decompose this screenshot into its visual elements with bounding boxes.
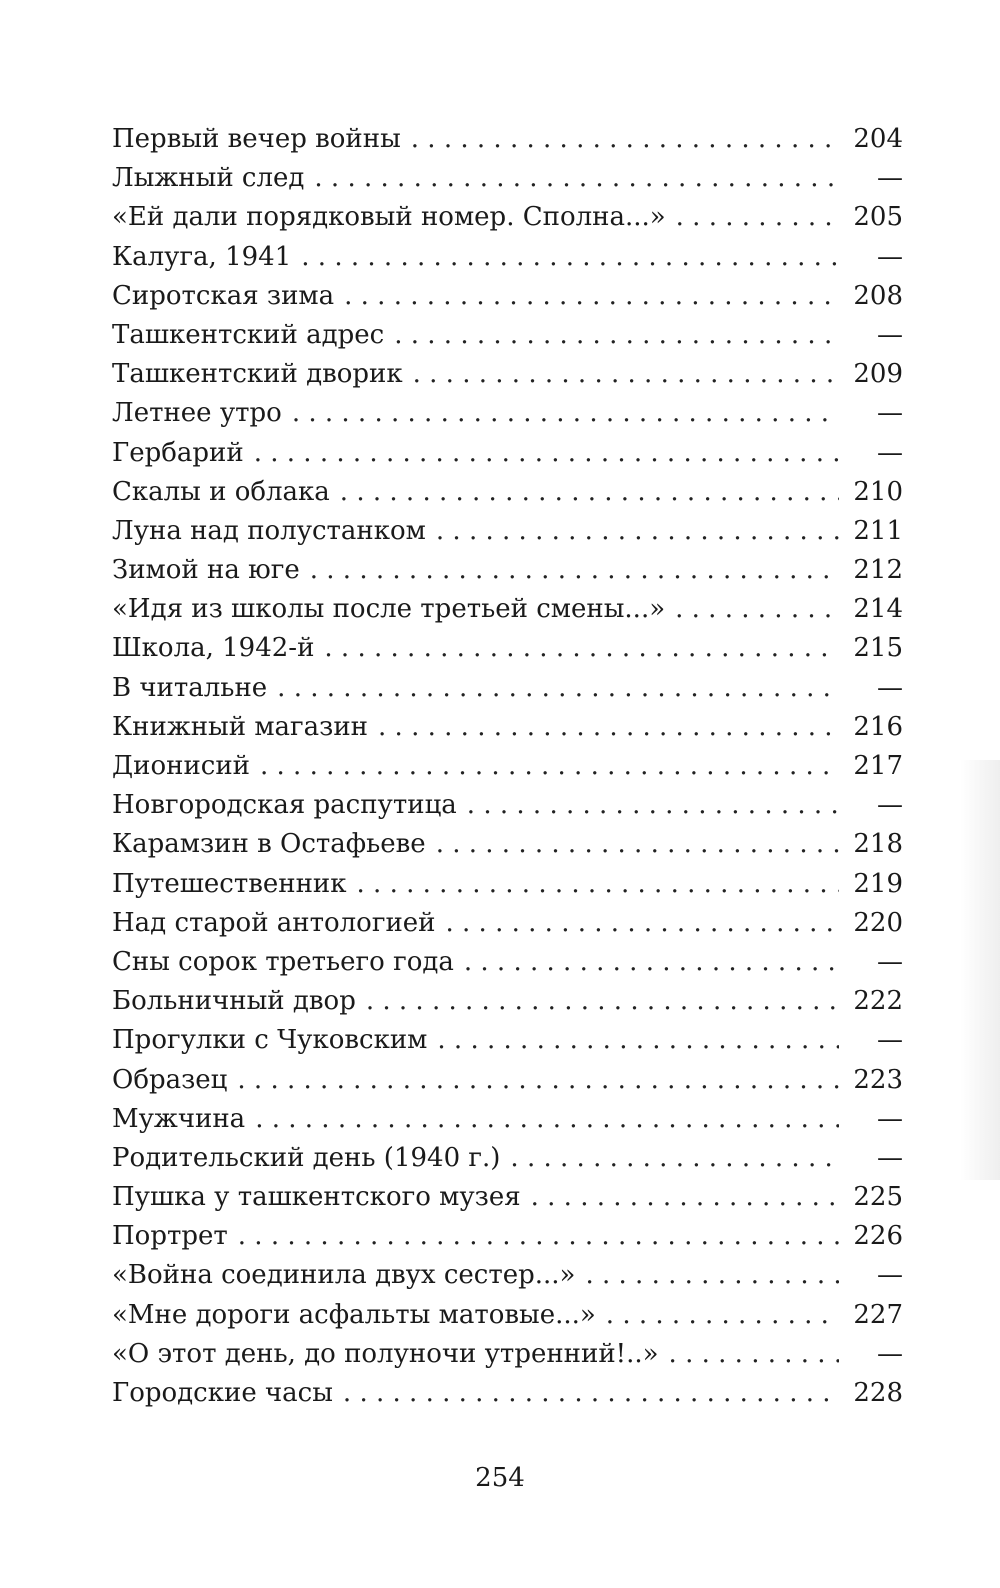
toc-entry-page: — xyxy=(877,163,903,194)
toc-entry xyxy=(112,629,903,668)
toc-entry-title: «О этот день, до полуночи утренний!..» xyxy=(112,1338,659,1369)
toc-entry xyxy=(112,434,903,473)
toc-entry-page: 217 xyxy=(853,751,903,781)
dot-leader xyxy=(464,943,839,982)
toc-entry-title: «Ей дали порядковый номер. Сполна...» xyxy=(112,202,666,233)
toc-entry-title: Мужчина xyxy=(112,1103,246,1134)
dot-leader xyxy=(301,238,839,277)
toc-entry-page: — xyxy=(877,946,903,977)
toc-entry-title: Над старой антологией xyxy=(112,907,436,938)
toc-entry-title: «Мне дороги асфальты матовые...» xyxy=(112,1299,596,1330)
toc-entry xyxy=(112,786,903,825)
toc-entry-title: Родительский день (1940 г.) xyxy=(112,1142,501,1173)
toc-entry-page: — xyxy=(877,1338,903,1369)
dot-leader xyxy=(585,1256,839,1295)
dot-leader xyxy=(467,786,839,825)
dot-leader xyxy=(437,1021,839,1060)
dot-leader xyxy=(411,120,839,159)
toc-entry-title: Гербарий xyxy=(112,437,244,468)
toc-entry-title: Луна над полустанком xyxy=(112,515,426,546)
toc-entry-title: Калуга, 1941 xyxy=(112,241,292,272)
toc-entry-title: Городские часы xyxy=(112,1378,333,1408)
dot-leader xyxy=(344,277,839,316)
toc-entry-page: 226 xyxy=(853,1221,903,1252)
toc-entry xyxy=(112,1021,903,1060)
dot-leader xyxy=(314,159,839,198)
toc-entry-page: 212 xyxy=(853,555,903,586)
toc-entry-title: Лыжный след xyxy=(112,163,305,194)
toc-entry xyxy=(112,277,903,316)
toc-entry xyxy=(112,1178,903,1217)
toc-entry xyxy=(112,159,903,198)
toc-entry-title: Сиротская зима xyxy=(112,280,335,311)
toc-entry-page: — xyxy=(877,1260,903,1291)
dot-leader xyxy=(531,1178,839,1217)
dot-leader xyxy=(324,629,839,668)
toc-entry xyxy=(112,120,903,159)
toc-entry-title: Ташкентский адрес xyxy=(112,319,385,350)
dot-leader xyxy=(675,590,839,629)
dot-leader xyxy=(340,473,839,512)
table-of-contents xyxy=(112,120,903,1413)
toc-entry-title: Первый вечер войны xyxy=(112,124,401,154)
toc-entry-page: 210 xyxy=(853,476,903,507)
toc-entry-page: — xyxy=(877,1025,903,1056)
toc-entry-page: 215 xyxy=(853,633,903,664)
toc-entry-title: Зимой на юге xyxy=(112,555,300,586)
toc-entry-page: 214 xyxy=(853,594,903,625)
toc-entry xyxy=(112,1256,903,1295)
dot-leader xyxy=(436,825,839,864)
page-number: 254 xyxy=(475,1463,525,1493)
dot-leader xyxy=(260,747,839,786)
toc-entry-page: 204 xyxy=(853,124,903,154)
dot-leader xyxy=(237,1061,839,1100)
dot-leader xyxy=(277,669,839,708)
dot-leader xyxy=(510,1139,839,1178)
toc-entry-title: Школа, 1942-й xyxy=(112,633,315,664)
toc-entry-page: — xyxy=(877,672,903,703)
toc-entry xyxy=(112,1100,903,1139)
toc-entry xyxy=(112,943,903,982)
toc-entry-page: 216 xyxy=(853,711,903,742)
toc-entry-title: Летнее утро xyxy=(112,398,282,429)
toc-entry xyxy=(112,825,903,864)
toc-entry-title: Дионисий xyxy=(112,751,250,781)
dot-leader xyxy=(606,1296,839,1335)
toc-entry xyxy=(112,316,903,355)
toc-entry xyxy=(112,1374,903,1413)
toc-entry xyxy=(112,473,903,512)
toc-entry-page: 205 xyxy=(853,202,903,233)
dot-leader xyxy=(255,1100,839,1139)
toc-entry-title: «Война соединила двух сестер...» xyxy=(112,1260,576,1291)
toc-entry-title: Новгородская распутица xyxy=(112,790,457,821)
toc-entry xyxy=(112,551,903,590)
toc-entry xyxy=(112,904,903,943)
toc-entry xyxy=(112,1335,903,1374)
dot-leader xyxy=(292,394,839,433)
toc-entry-page: 218 xyxy=(853,829,903,860)
toc-entry xyxy=(112,982,903,1021)
toc-entry-title: Путешественник xyxy=(112,868,347,899)
toc-entry-page: — xyxy=(877,241,903,272)
toc-entry-title: Ташкентский дворик xyxy=(112,359,403,390)
toc-entry-title: Пушка у ташкентского музея xyxy=(112,1182,521,1213)
dot-leader xyxy=(676,198,839,237)
toc-entry-title: Карамзин в Остафьеве xyxy=(112,829,426,860)
toc-entry-page: — xyxy=(877,1142,903,1173)
toc-entry-page: 228 xyxy=(853,1378,903,1408)
toc-entry-page: 219 xyxy=(853,868,903,899)
dot-leader xyxy=(413,355,839,394)
toc-entry xyxy=(112,355,903,394)
toc-entry-page: — xyxy=(877,398,903,429)
toc-entry-title: Скалы и облака xyxy=(112,476,330,507)
dot-leader xyxy=(436,512,839,551)
toc-entry-page: 220 xyxy=(853,907,903,938)
toc-entry-page: 209 xyxy=(853,359,903,390)
dot-leader xyxy=(254,434,839,473)
dot-leader xyxy=(310,551,839,590)
toc-entry xyxy=(112,865,903,904)
toc-entry-title: Больничный двор xyxy=(112,986,356,1017)
toc-entry-page: — xyxy=(877,319,903,350)
toc-entry xyxy=(112,669,903,708)
dot-leader xyxy=(357,865,839,904)
toc-entry-page: 208 xyxy=(853,280,903,311)
toc-entry-page: — xyxy=(877,790,903,821)
toc-entry xyxy=(112,238,903,277)
dot-leader xyxy=(394,316,839,355)
toc-entry-page: — xyxy=(877,437,903,468)
toc-entry-page: 211 xyxy=(853,515,903,546)
toc-entry xyxy=(112,394,903,433)
toc-entry xyxy=(112,747,903,786)
toc-entry-title: «Идя из школы после третьей смены...» xyxy=(112,594,666,625)
toc-entry xyxy=(112,1217,903,1256)
toc-entry xyxy=(112,1296,903,1335)
toc-entry xyxy=(112,198,903,237)
toc-entry-title: Образец xyxy=(112,1064,228,1095)
dot-leader xyxy=(343,1374,839,1413)
toc-entry xyxy=(112,590,903,629)
toc-entry-page: — xyxy=(877,1103,903,1134)
toc-entry-title: В читальне xyxy=(112,672,268,703)
dot-leader xyxy=(446,904,840,943)
dot-leader xyxy=(238,1217,839,1256)
toc-entry-title: Книжный магазин xyxy=(112,711,369,742)
toc-entry xyxy=(112,1139,903,1178)
toc-entry-page: 227 xyxy=(853,1299,903,1330)
dot-leader xyxy=(378,708,839,747)
toc-entry-page: 222 xyxy=(853,986,903,1017)
toc-entry-page: 225 xyxy=(853,1182,903,1213)
toc-entry-title: Портрет xyxy=(112,1221,228,1252)
toc-entry-page: 223 xyxy=(853,1064,903,1095)
dot-leader xyxy=(669,1335,839,1374)
toc-entry xyxy=(112,512,903,551)
page-edge-shadow xyxy=(960,760,1000,1180)
toc-entry-title: Сны сорок третьего года xyxy=(112,946,454,977)
dot-leader xyxy=(366,982,839,1021)
toc-entry xyxy=(112,1061,903,1100)
toc-entry-title: Прогулки с Чуковским xyxy=(112,1025,428,1056)
toc-entry xyxy=(112,708,903,747)
